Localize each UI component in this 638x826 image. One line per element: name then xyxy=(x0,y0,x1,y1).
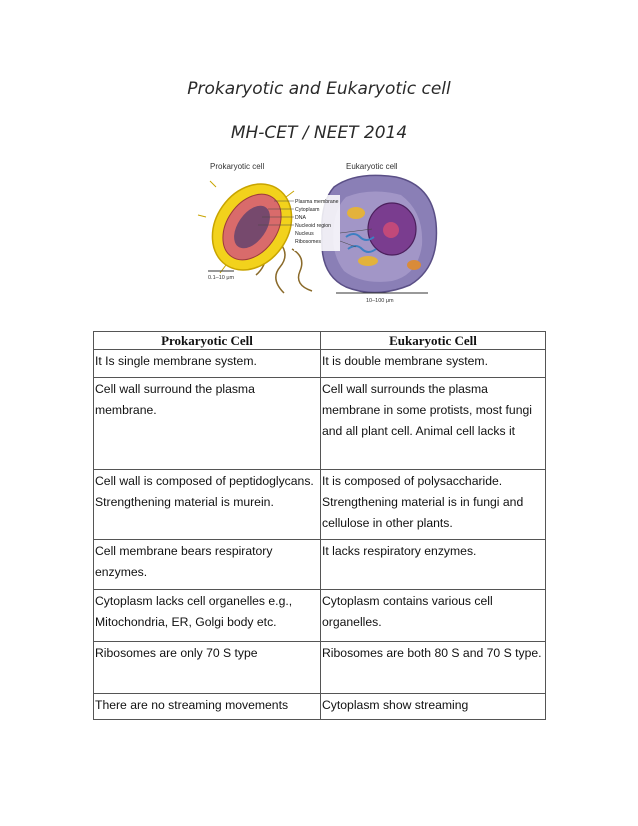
table-header-row xyxy=(94,332,546,350)
label-nucleoid-region: Nucleoid region xyxy=(295,223,332,229)
table-row xyxy=(94,642,546,694)
page-title: Prokaryotic and Eukaryotic cell xyxy=(187,79,451,99)
table-row xyxy=(94,694,546,720)
label-nucleus: Nucleus xyxy=(295,231,314,237)
prokaryotic-cell-value: Ribosomes are only 70 S type xyxy=(94,642,321,694)
table-row xyxy=(94,378,546,470)
table-row xyxy=(94,350,546,378)
cell-illustration xyxy=(196,157,442,307)
comparison-table xyxy=(93,331,546,720)
eukaryotic-cell-value: It lacks respiratory enzymes. xyxy=(321,540,546,590)
label-cytoplasm: Cytoplasm xyxy=(295,207,320,213)
label-dna: DNA xyxy=(295,215,306,221)
table-row xyxy=(94,540,546,590)
label-plasma-membrane: Plasma membrane xyxy=(295,199,339,205)
eukaryotic-cell-value: It is double membrane system. xyxy=(321,350,546,378)
table-row xyxy=(94,470,546,540)
eukaryotic-cell-value: Cell wall surrounds the plasma membrane in some protists, most fungi and all plant cell. Animal cell lacks it xyxy=(321,378,546,470)
prokaryotic-cell-drawing xyxy=(196,169,308,286)
eukaryote-scale: 10–100 μm xyxy=(366,298,394,304)
prokaryotic-cell-value: Cell wall surround the plasma membrane. xyxy=(94,378,321,470)
eukaryote-figure-title: Eukaryotic cell xyxy=(346,162,398,171)
header-prokaryotic: Prokaryotic Cell xyxy=(94,332,321,350)
eukaryotic-cell-value: Cytoplasm contains various cell organelles. xyxy=(321,590,546,642)
prokaryote-scale: 0.1–10 μm xyxy=(208,275,235,281)
eukaryotic-cell-value: It is composed of polysaccharide. Strengthening material is in fungi and cellulose in other plants. xyxy=(321,470,546,540)
eukaryotic-cell-value: Cytoplasm show streaming xyxy=(321,694,546,720)
cell-comparison-figure xyxy=(196,157,442,307)
prokaryotic-cell-value: It Is single membrane system. xyxy=(94,350,321,378)
prokaryote-figure-title: Prokaryotic cell xyxy=(210,162,265,171)
table-row xyxy=(94,590,546,642)
eukaryotic-cell-value: Ribosomes are both 80 S and 70 S type. xyxy=(321,642,546,694)
prokaryotic-cell-value: Cell wall is composed of peptidoglycans. Strengthening material is murein. xyxy=(94,470,321,540)
label-ribosomes: Ribosomes xyxy=(295,239,321,245)
header-eukaryotic: Eukaryotic Cell xyxy=(321,332,546,350)
prokaryotic-cell-value: There are no streaming movements xyxy=(94,694,321,720)
page-subtitle: MH-CET / NEET 2014 xyxy=(230,123,408,143)
prokaryotic-cell-value: Cytoplasm lacks cell organelles e.g., Mitochondria, ER, Golgi body etc. xyxy=(94,590,321,642)
prokaryotic-cell-value: Cell membrane bears respiratory enzymes. xyxy=(94,540,321,590)
